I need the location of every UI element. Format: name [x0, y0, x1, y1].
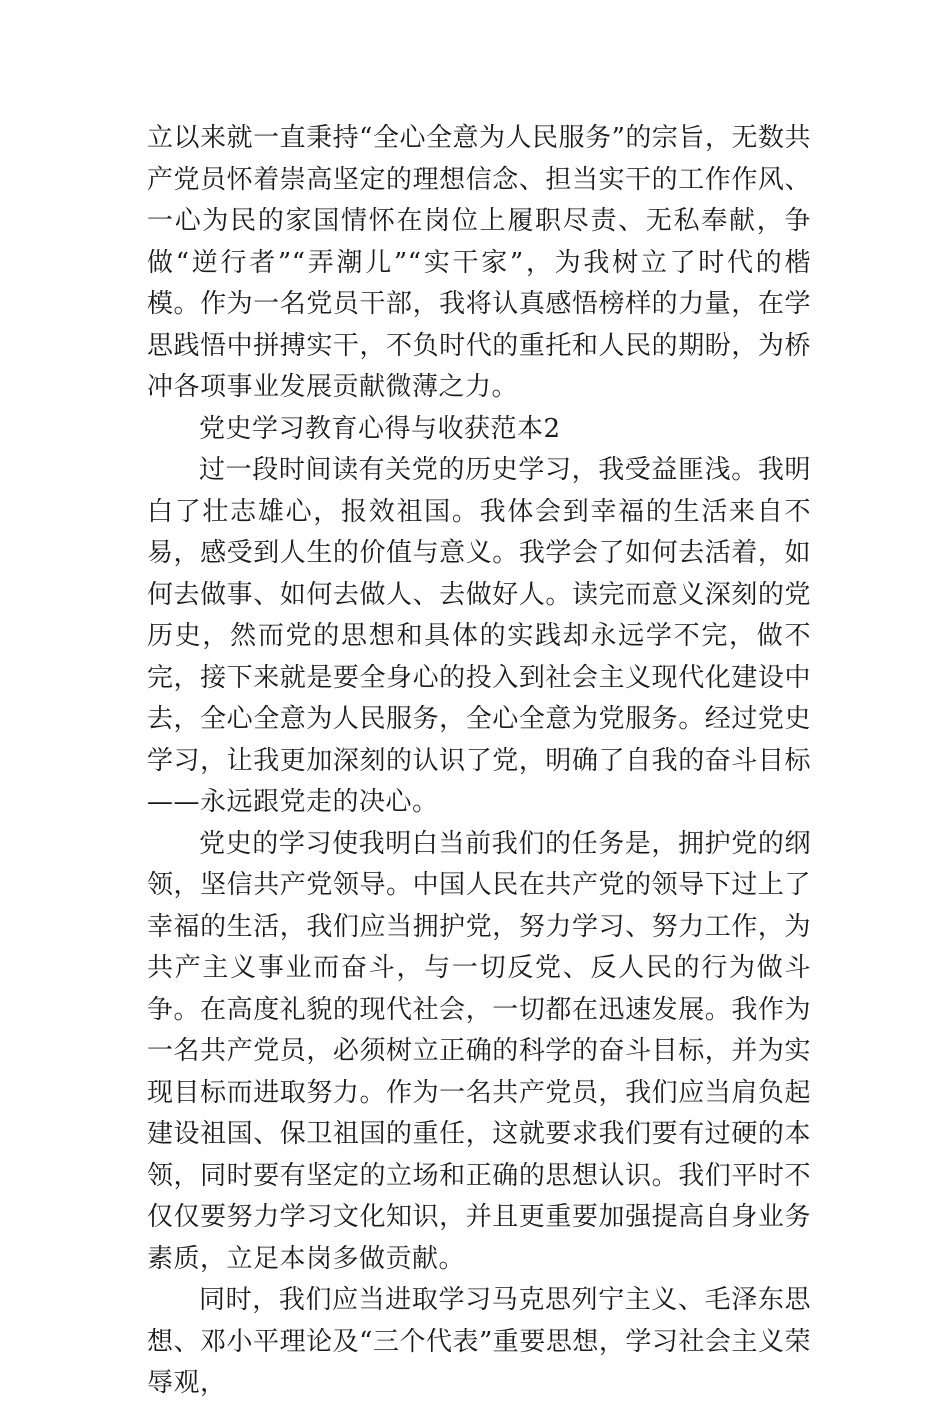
paragraph: 同时，我们应当进取学习马克思列宁主义、毛泽东思想、邓小平理论及“三个代表”重要思想，学习社会主义荣辱观，	[147, 1285, 811, 1398]
paragraph: 过一段时间读有关党的历史学习，我受益匪浅。我明白了壮志雄心，报效祖国。我体会到幸福的生活来自不易，感受到人生的价值与意义。我学会了如何去活着，如何去做事、如何去做人、去做好人。读完而意义深刻的党历史，然而党的思想和具体的实践却永远学不完，做不完，接下来就是要全身心的投入到社会主义现代化建设中去，全心全意为人民服务，全心全意为党服务。经过党史学习，让我更加深刻的认识了党，明确了自我的奋斗目标——永远跟党走的决心。	[147, 455, 811, 817]
document-body	[147, 118, 811, 1405]
section-heading: 党史学习教育心得与收获范本2	[199, 413, 561, 444]
paragraph-continuation: 立以来就一直秉持“全心全意为人民服务”的宗旨，无数共产党员怀着崇高坚定的理想信念、担当实干的工作作风、一心为民的家国情怀在岗位上履职尽责、无私奉献，争做“逆行者”“弄潮儿”“实干家”，为我树立了时代的楷模。作为一名党员干部，我将认真感悟榜样的力量，在学思践悟中拼搏实干，不负时代的重托和人民的期盼，为桥冲各项事业发展贡献微薄之力。	[147, 123, 811, 402]
paragraph: 党史的学习使我明白当前我们的任务是，拥护党的纲领，坚信共产党领导。中国人民在共产党的领导下过上了幸福的生活，我们应当拥护党，努力学习、努力工作，为共产主义事业而奋斗，与一切反党、反人民的行为做斗争。在高度礼貌的现代社会，一切都在迅速发展。我作为一名共产党员，必须树立正确的科学的奋斗目标，并为实现目标而进取努力。作为一名共产党员，我们应当肩负起建设祖国、保卫祖国的重任，这就要求我们要有过硬的本领，同时要有坚定的立场和正确的思想认识。我们平时不仅仅要努力学习文化知识，并且更重要加强提高自身业务素质，立足本岗多做贡献。	[147, 828, 811, 1274]
